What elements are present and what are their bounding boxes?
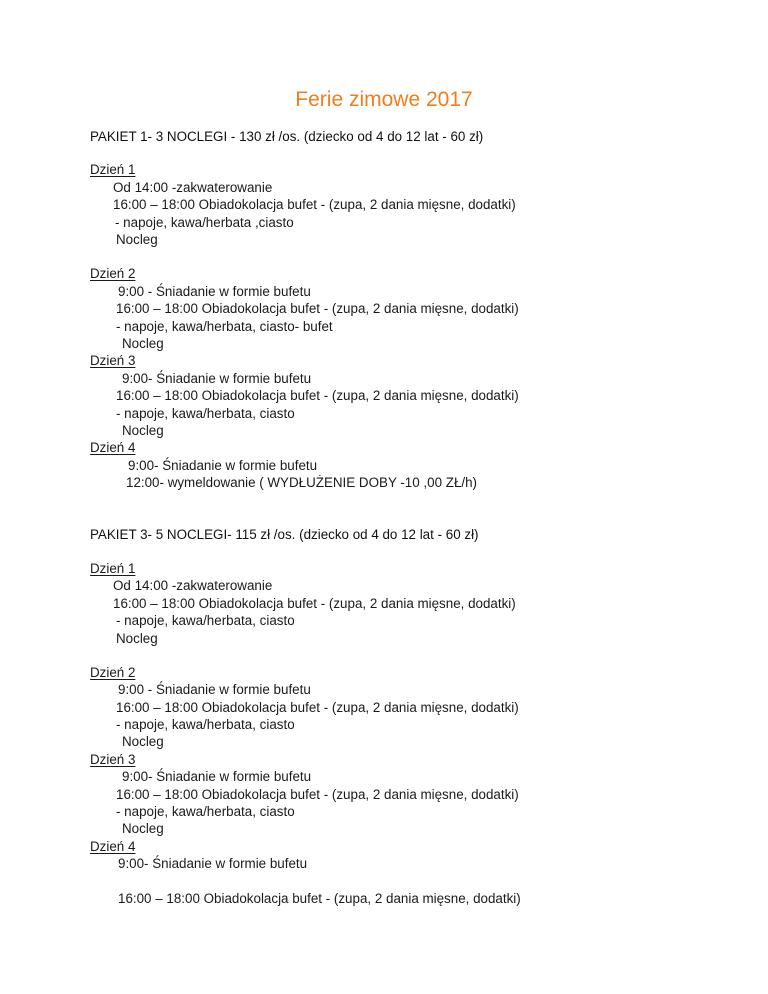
package-3-day-2-line: Nocleg (122, 734, 164, 749)
package-1-day-3-label: Dzień 3 (90, 353, 136, 368)
package-3-day-3-line: Nocleg (122, 821, 164, 836)
package-3-day-2-label: Dzień 2 (90, 665, 136, 680)
package-3-day-1-line: 16:00 – 18:00 Obiadokolacja bufet - (zupa, 2 dania mięsne, dodatki) (113, 596, 516, 611)
package-3-day-1-label: Dzień 1 (90, 561, 136, 576)
package-3-day-4-line: 9:00- Śniadanie w formie bufetu (118, 856, 308, 871)
package-3-day-2-line: - napoje, kawa/herbata, ciasto (116, 717, 295, 732)
package-3-day-4-label: Dzień 4 (90, 839, 136, 854)
package-1-day-1-line: - napoje, kawa/herbata ,ciasto (115, 215, 294, 230)
package-3-day-1-line: - napoje, kawa/herbata, ciasto (116, 613, 295, 628)
package-1-day-3-line: 16:00 – 18:00 Obiadokolacja bufet - (zupa, 2 dania mięsne, dodatki) (116, 388, 519, 403)
package-3-day-1-line: Od 14:00 -zakwaterowanie (113, 578, 273, 593)
package-1-header: PAKIET 1- 3 NOCLEGI - 130 zł /os. (dziecko od 4 do 12 lat - 60 zł) (90, 129, 484, 144)
package-3-day-3-line: - napoje, kawa/herbata, ciasto (116, 804, 295, 819)
package-3-day-1-line: Nocleg (116, 631, 158, 646)
package-1-day-3-line: - napoje, kawa/herbata, ciasto (116, 406, 295, 421)
package-1-day-2-label: Dzień 2 (90, 266, 136, 281)
package-3-day-3-label: Dzień 3 (90, 752, 136, 767)
package-1-day-4-line: 9:00- Śniadanie w formie bufetu (128, 458, 318, 473)
package-1-day-4-label: Dzień 4 (90, 440, 136, 455)
package-1-day-2-line: 9:00 - Śniadanie w formie bufetu (118, 284, 311, 299)
package-3-day-3-line: 16:00 – 18:00 Obiadokolacja bufet - (zupa, 2 dania mięsne, dodatki) (116, 787, 519, 802)
package-1-day-1-line: Od 14:00 -zakwaterowanie (113, 180, 273, 195)
package-1-day-1-line: 16:00 – 18:00 Obiadokolacja bufet - (zupa, 2 dania mięsne, dodatki) (113, 197, 516, 212)
package-1-day-2-line: - napoje, kawa/herbata, ciasto- bufet (116, 319, 333, 334)
package-3-header: PAKIET 3- 5 NOCLEGI- 115 zł /os. (dziecko od 4 do 12 lat - 60 zł) (90, 527, 479, 542)
package-1-day-1-label: Dzień 1 (90, 162, 136, 177)
package-3-day-3-line: 9:00- Śniadanie w formie bufetu (122, 769, 312, 784)
package-1-day-3-line: 9:00- Śniadanie w formie bufetu (122, 371, 312, 386)
package-1-day-2-line: Nocleg (122, 336, 164, 351)
package-1-day-1-line: Nocleg (116, 232, 158, 247)
package-3-day-2-line: 16:00 – 18:00 Obiadokolacja bufet - (zupa, 2 dania mięsne, dodatki) (116, 700, 519, 715)
package-1-day-2-line: 16:00 – 18:00 Obiadokolacja bufet - (zupa, 2 dania mięsne, dodatki) (116, 301, 519, 316)
package-3-day-4-line: 16:00 – 18:00 Obiadokolacja bufet - (zupa, 2 dania mięsne, dodatki) (118, 891, 521, 906)
package-1-day-4-line: 12:00- wymeldowanie ( WYDŁUŻENIE DOBY -10 ,00 ZŁ/h) (126, 475, 478, 490)
page-title: Ferie zimowe 2017 (295, 88, 473, 111)
package-3-day-2-line: 9:00 - Śniadanie w formie bufetu (118, 682, 311, 697)
package-1-day-3-line: Nocleg (122, 423, 164, 438)
